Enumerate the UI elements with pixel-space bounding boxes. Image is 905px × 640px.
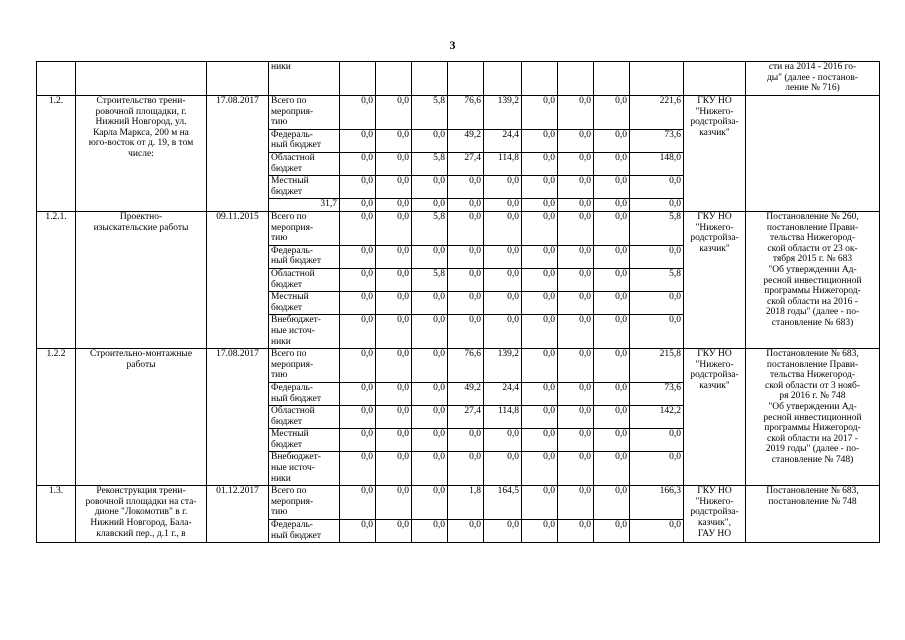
- value-cell: 5,8: [412, 268, 448, 291]
- value-cell: 0,0: [630, 176, 684, 199]
- value-cell: 0,0: [594, 129, 630, 152]
- executor-cell: ГКУ НО "Нижего- родстройза- казчик": [684, 211, 746, 348]
- value-cell: 0,0: [376, 520, 412, 543]
- value-cell: 0,0: [340, 199, 376, 212]
- value-cell: 0,0: [376, 211, 412, 245]
- value-cell: 215,8: [630, 349, 684, 383]
- date-cell: 09.11.2015: [207, 211, 269, 348]
- code-cell: 1.2.: [37, 96, 76, 212]
- value-cell: 0,0: [630, 199, 684, 212]
- value-cell: 0,0: [448, 429, 484, 452]
- value-cell: 0,0: [412, 486, 448, 520]
- value-cell: 0,0: [522, 382, 558, 405]
- value-cell: 0,0: [594, 406, 630, 429]
- value-cell: 0,0: [558, 199, 594, 212]
- value-cell: 0,0: [630, 292, 684, 315]
- note-cell: Постановление № 260, постановление Прави- тельства Нижегород- ской области от 23 ок- тября 2015 г. № 683 "Об утверждении Ад- ресной инвестиционной программы Нижегород- ской области на 2016 - 2018 годы" (далее - по- становление № 683): [746, 211, 880, 348]
- value-cell: 76,6: [448, 349, 484, 383]
- value-cell: [448, 62, 484, 96]
- source-cell: Федераль- ный бюджет: [269, 129, 340, 152]
- source-cell: Федераль- ный бюджет: [269, 382, 340, 405]
- value-cell: 31,7: [269, 199, 340, 212]
- table-row: [37, 96, 880, 130]
- source-cell: Внебюджет- ные источ- ники: [269, 315, 340, 349]
- table-row: [37, 349, 880, 383]
- value-cell: [340, 62, 376, 96]
- value-cell: 0,0: [412, 349, 448, 383]
- value-cell: 0,0: [412, 176, 448, 199]
- value-cell: 5,8: [412, 96, 448, 130]
- value-cell: [376, 62, 412, 96]
- value-cell: 0,0: [412, 129, 448, 152]
- value-cell: 114,8: [484, 406, 522, 429]
- source-cell: ники: [269, 62, 340, 96]
- source-cell: Всего по мероприя- тию: [269, 486, 340, 520]
- value-cell: 0,0: [412, 199, 448, 212]
- value-cell: 0,0: [522, 452, 558, 486]
- value-cell: 0,0: [558, 452, 594, 486]
- value-cell: 0,0: [594, 268, 630, 291]
- name-cell: Строительно-монтажные работы: [76, 349, 207, 486]
- table-row: [37, 486, 880, 520]
- value-cell: 0,0: [340, 129, 376, 152]
- note-cell: [746, 96, 880, 212]
- value-cell: 0,0: [522, 315, 558, 349]
- value-cell: 0,0: [630, 245, 684, 268]
- value-cell: 0,0: [558, 292, 594, 315]
- source-cell: Областной бюджет: [269, 268, 340, 291]
- value-cell: 0,0: [558, 382, 594, 405]
- value-cell: 0,0: [522, 129, 558, 152]
- value-cell: 139,2: [484, 96, 522, 130]
- value-cell: 0,0: [558, 211, 594, 245]
- value-cell: 0,0: [522, 268, 558, 291]
- value-cell: 0,0: [376, 199, 412, 212]
- value-cell: 0,0: [594, 199, 630, 212]
- source-cell: Всего по мероприя- тию: [269, 349, 340, 383]
- value-cell: [594, 62, 630, 96]
- value-cell: 0,0: [522, 152, 558, 175]
- value-cell: 0,0: [522, 245, 558, 268]
- value-cell: 0,0: [376, 349, 412, 383]
- value-cell: [412, 62, 448, 96]
- value-cell: 0,0: [376, 429, 412, 452]
- value-cell: 0,0: [484, 315, 522, 349]
- date-cell: 17.08.2017: [207, 96, 269, 212]
- value-cell: 0,0: [412, 452, 448, 486]
- source-cell: Всего по мероприя- тию: [269, 211, 340, 245]
- value-cell: 0,0: [340, 382, 376, 405]
- value-cell: 0,0: [594, 96, 630, 130]
- value-cell: 0,0: [594, 176, 630, 199]
- value-cell: [630, 62, 684, 96]
- code-cell: 1.3.: [37, 486, 76, 543]
- value-cell: 0,0: [522, 211, 558, 245]
- value-cell: 0,0: [448, 199, 484, 212]
- value-cell: 49,2: [448, 129, 484, 152]
- value-cell: 5,8: [412, 152, 448, 175]
- value-cell: 0,0: [340, 245, 376, 268]
- value-cell: 5,8: [412, 211, 448, 245]
- value-cell: 0,0: [340, 429, 376, 452]
- value-cell: 0,0: [522, 349, 558, 383]
- value-cell: 0,0: [412, 245, 448, 268]
- value-cell: 0,0: [594, 315, 630, 349]
- value-cell: 0,0: [630, 520, 684, 543]
- value-cell: 139,2: [484, 349, 522, 383]
- value-cell: 0,0: [340, 292, 376, 315]
- value-cell: 0,0: [376, 406, 412, 429]
- value-cell: 0,0: [630, 452, 684, 486]
- source-cell: Местный бюджет: [269, 292, 340, 315]
- value-cell: 73,6: [630, 382, 684, 405]
- value-cell: 5,8: [630, 211, 684, 245]
- value-cell: 0,0: [448, 520, 484, 543]
- value-cell: 5,8: [630, 268, 684, 291]
- name-cell: [76, 62, 207, 96]
- value-cell: 0,0: [484, 292, 522, 315]
- value-cell: 0,0: [484, 268, 522, 291]
- value-cell: 0,0: [558, 176, 594, 199]
- value-cell: 0,0: [448, 211, 484, 245]
- executor-cell: ГКУ НО "Нижего- родстройза- казчик": [684, 96, 746, 212]
- program-table: [36, 61, 880, 543]
- value-cell: 0,0: [340, 176, 376, 199]
- page-number: 3: [449, 38, 456, 52]
- value-cell: 0,0: [558, 268, 594, 291]
- table-row: [37, 211, 880, 245]
- value-cell: 0,0: [484, 199, 522, 212]
- value-cell: 0,0: [376, 152, 412, 175]
- source-cell: Областной бюджет: [269, 152, 340, 175]
- value-cell: 0,0: [558, 486, 594, 520]
- value-cell: 49,2: [448, 382, 484, 405]
- code-cell: [37, 62, 76, 96]
- value-cell: 0,0: [594, 429, 630, 452]
- value-cell: [558, 62, 594, 96]
- value-cell: 0,0: [522, 520, 558, 543]
- source-cell: Местный бюджет: [269, 429, 340, 452]
- value-cell: 166,3: [630, 486, 684, 520]
- value-cell: 0,0: [594, 152, 630, 175]
- executor-cell: ГКУ НО "Нижего- родстройза- казчик", ГАУ НО: [684, 486, 746, 543]
- value-cell: 0,0: [484, 245, 522, 268]
- value-cell: 0,0: [448, 268, 484, 291]
- value-cell: 0,0: [412, 315, 448, 349]
- value-cell: 0,0: [522, 176, 558, 199]
- value-cell: 0,0: [340, 349, 376, 383]
- value-cell: 0,0: [484, 176, 522, 199]
- value-cell: 0,0: [522, 199, 558, 212]
- value-cell: 0,0: [484, 452, 522, 486]
- value-cell: 0,0: [558, 96, 594, 130]
- value-cell: 0,0: [340, 486, 376, 520]
- value-cell: [522, 62, 558, 96]
- value-cell: 27,4: [448, 406, 484, 429]
- source-cell: Местный бюджет: [269, 176, 340, 199]
- value-cell: 0,0: [448, 315, 484, 349]
- value-cell: 0,0: [558, 152, 594, 175]
- note-cell: Постановление № 683, постановление № 748: [746, 486, 880, 543]
- value-cell: 0,0: [376, 96, 412, 130]
- value-cell: 0,0: [594, 382, 630, 405]
- code-cell: 1.2.2: [37, 349, 76, 486]
- executor-cell: ГКУ НО "Нижего- родстройза- казчик": [684, 349, 746, 486]
- value-cell: 0,0: [376, 268, 412, 291]
- value-cell: 148,0: [630, 152, 684, 175]
- date-cell: 01.12.2017: [207, 486, 269, 543]
- executor-cell: [684, 62, 746, 96]
- name-cell: Реконструкция трени- ровочной площадки на ста- дионе "Локомотив" в г. Нижний Новгород, Бала- клавский пер., д.1 г., в: [76, 486, 207, 543]
- source-cell: Федераль- ный бюджет: [269, 245, 340, 268]
- value-cell: 0,0: [558, 429, 594, 452]
- source-cell: Областной бюджет: [269, 406, 340, 429]
- value-cell: 76,6: [448, 96, 484, 130]
- value-cell: 0,0: [340, 96, 376, 130]
- value-cell: 0,0: [412, 429, 448, 452]
- value-cell: [484, 62, 522, 96]
- code-cell: 1.2.1.: [37, 211, 76, 348]
- value-cell: 0,0: [594, 211, 630, 245]
- value-cell: 0,0: [376, 486, 412, 520]
- value-cell: 114,8: [484, 152, 522, 175]
- value-cell: 0,0: [448, 245, 484, 268]
- value-cell: 0,0: [522, 406, 558, 429]
- note-cell: сти на 2014 - 2016 го- ды" (далее - постанов- ление № 716): [746, 62, 880, 96]
- value-cell: 73,6: [630, 129, 684, 152]
- value-cell: 221,6: [630, 96, 684, 130]
- value-cell: 0,0: [558, 315, 594, 349]
- value-cell: 0,0: [340, 268, 376, 291]
- value-cell: 0,0: [484, 211, 522, 245]
- value-cell: 0,0: [412, 406, 448, 429]
- value-cell: 164,5: [484, 486, 522, 520]
- value-cell: 0,0: [340, 452, 376, 486]
- value-cell: 0,0: [522, 429, 558, 452]
- note-cell: Постановление № 683, постановление Прави- тельства Нижегород- ской области от 3 нояб- ря 2016 г. № 748 "Об утверждении Ад- ресной инвестиционной программы Нижегород- ской области на 2017 - 2019 годы" (далее - по- становление № 748): [746, 349, 880, 486]
- value-cell: 0,0: [376, 452, 412, 486]
- value-cell: 0,0: [594, 452, 630, 486]
- value-cell: 0,0: [558, 406, 594, 429]
- value-cell: 0,0: [340, 211, 376, 245]
- value-cell: 0,0: [412, 292, 448, 315]
- value-cell: 0,0: [412, 520, 448, 543]
- value-cell: 0,0: [558, 520, 594, 543]
- value-cell: 0,0: [558, 129, 594, 152]
- value-cell: 0,0: [594, 520, 630, 543]
- value-cell: 0,0: [412, 382, 448, 405]
- value-cell: 0,0: [448, 452, 484, 486]
- value-cell: 0,0: [558, 245, 594, 268]
- name-cell: Строительство трени- ровочной площадки, г. Нижний Новгород, ул. Карла Маркса, 200 м на юго-восток от д. 19, в том числе:: [76, 96, 207, 212]
- value-cell: 0,0: [522, 486, 558, 520]
- value-cell: 142,2: [630, 406, 684, 429]
- source-cell: Всего по мероприя- тию: [269, 96, 340, 130]
- value-cell: 0,0: [594, 486, 630, 520]
- source-cell: Внебюджет- ные источ- ники: [269, 452, 340, 486]
- name-cell: Проектно- изыскательские работы: [76, 211, 207, 348]
- value-cell: 27,4: [448, 152, 484, 175]
- value-cell: 0,0: [376, 315, 412, 349]
- value-cell: 0,0: [376, 382, 412, 405]
- value-cell: 0,0: [594, 245, 630, 268]
- value-cell: 0,0: [340, 406, 376, 429]
- value-cell: 24,4: [484, 129, 522, 152]
- value-cell: 0,0: [340, 152, 376, 175]
- value-cell: 0,0: [522, 96, 558, 130]
- value-cell: 0,0: [376, 292, 412, 315]
- source-cell: Федераль- ный бюджет: [269, 520, 340, 543]
- value-cell: 0,0: [484, 520, 522, 543]
- value-cell: 0,0: [558, 349, 594, 383]
- value-cell: 0,0: [376, 176, 412, 199]
- date-cell: 17.08.2017: [207, 349, 269, 486]
- value-cell: 0,0: [594, 349, 630, 383]
- value-cell: 1,8: [448, 486, 484, 520]
- date-cell: [207, 62, 269, 96]
- value-cell: 0,0: [340, 315, 376, 349]
- value-cell: 0,0: [630, 315, 684, 349]
- value-cell: 24,4: [484, 382, 522, 405]
- value-cell: 0,0: [340, 520, 376, 543]
- value-cell: 0,0: [376, 129, 412, 152]
- value-cell: 0,0: [630, 429, 684, 452]
- value-cell: 0,0: [522, 292, 558, 315]
- value-cell: 0,0: [448, 176, 484, 199]
- value-cell: 0,0: [594, 292, 630, 315]
- value-cell: 0,0: [448, 292, 484, 315]
- value-cell: 0,0: [376, 245, 412, 268]
- table-row: [37, 62, 880, 96]
- value-cell: 0,0: [484, 429, 522, 452]
